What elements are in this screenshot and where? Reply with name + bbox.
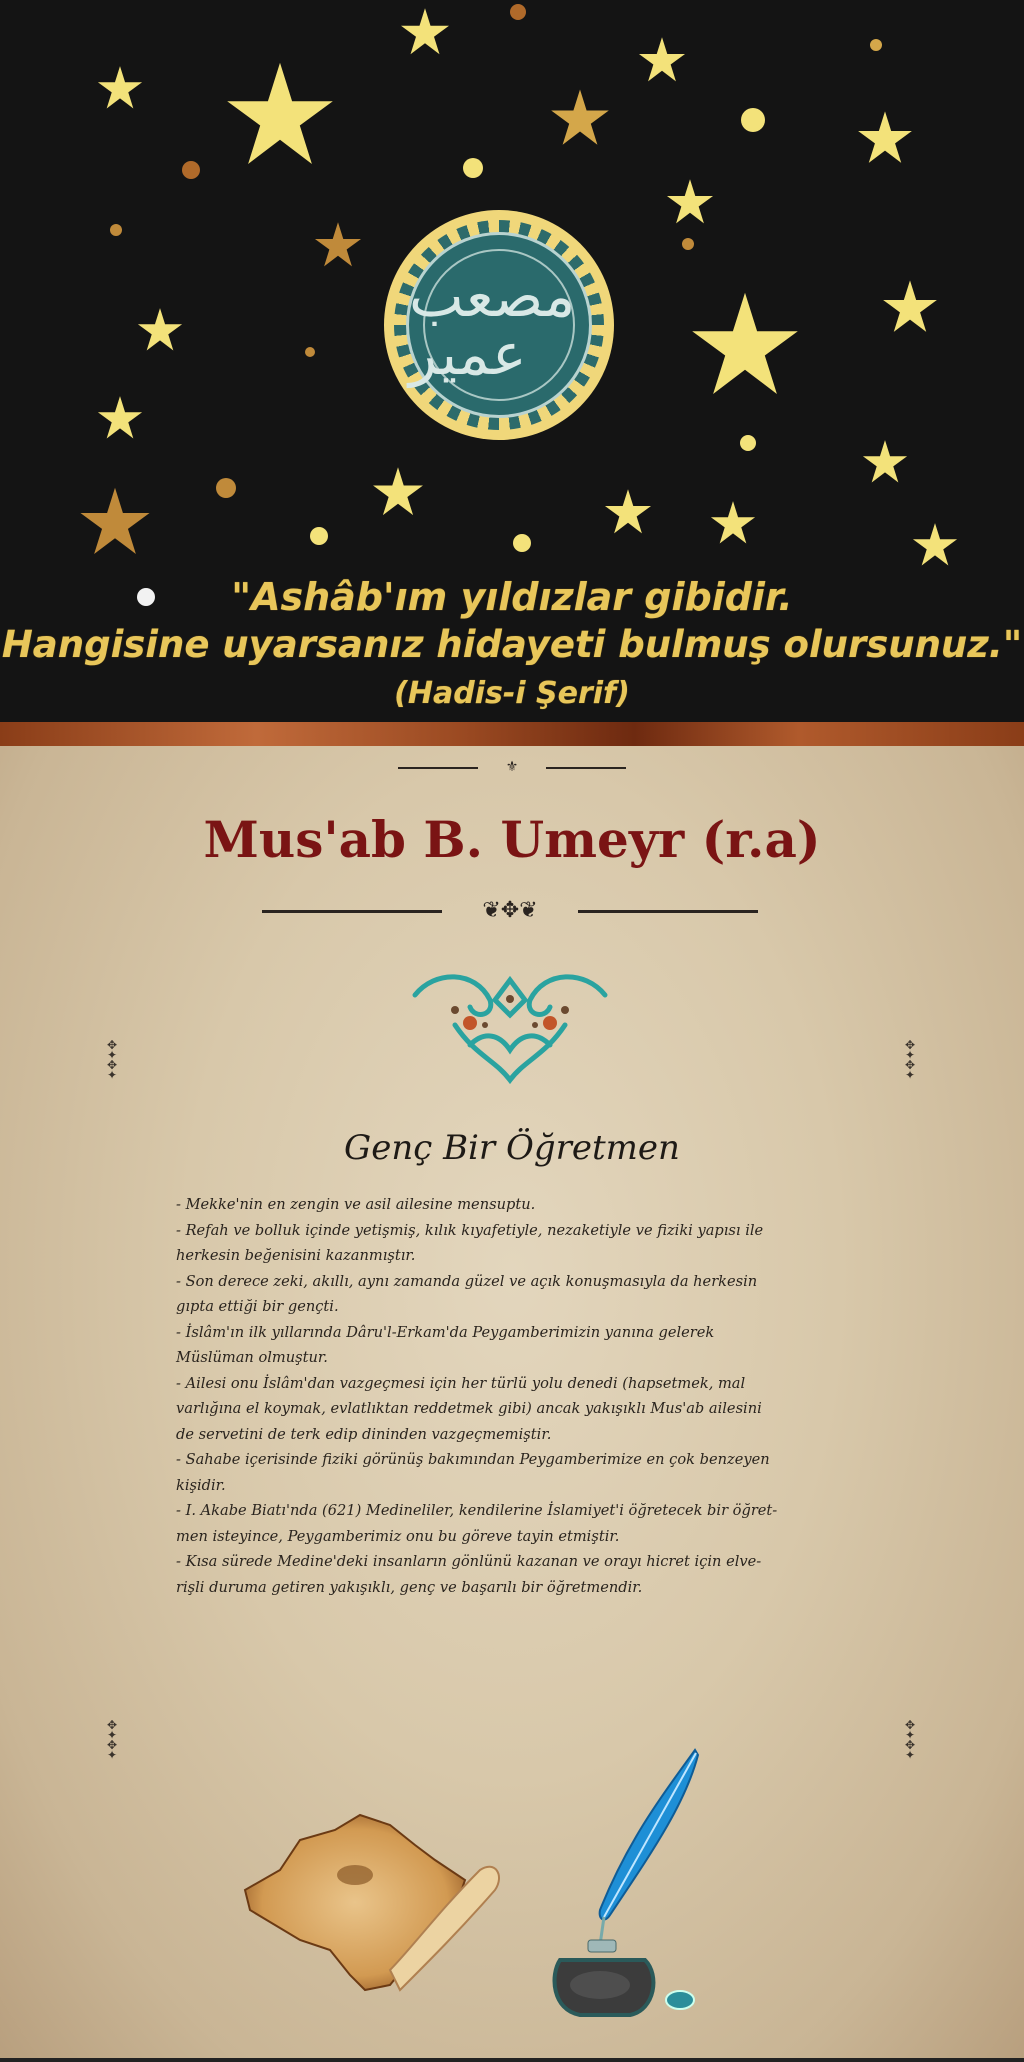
body-line: rişli duruma getiren yakışıklı, genç ve başarılı bir öğretmendir. bbox=[176, 1578, 643, 1596]
star-icon bbox=[666, 178, 714, 226]
body-line: - Mekke'nin en zengin ve asil ailesine mensuptu. bbox=[176, 1196, 536, 1213]
side-ornament-right-bottom: ✥ ✦ ✥ ✦ bbox=[904, 1718, 916, 1762]
dot-icon bbox=[510, 4, 526, 20]
body-line: varlığına el koymak, evlatlıktan reddetmek gibi) ancak yakışıklı Mus'ab ailesini bbox=[176, 1400, 762, 1417]
body-line: gıpta ettiği bir gençti. bbox=[176, 1298, 339, 1315]
body-line: kişidir. bbox=[176, 1476, 226, 1494]
star-icon bbox=[97, 395, 143, 441]
page-title: Mus'ab B. Umeyr (r.a) bbox=[203, 810, 821, 869]
star-icon bbox=[550, 88, 610, 148]
star-icon bbox=[225, 60, 335, 170]
scroll-ornament-icon: ❦✥❦ bbox=[482, 898, 538, 923]
side-ornament-left-top: ✥ ✦ ✥ ✦ bbox=[106, 1038, 118, 1082]
seal-inner bbox=[406, 232, 592, 418]
body-line: - Son derece zeki, akıllı, aynı zamanda güzel ve açık konuşmasıyla da herkesin bbox=[176, 1272, 758, 1290]
dot-icon bbox=[182, 161, 200, 179]
section-subtitle: Genç Bir Öğretmen bbox=[344, 1128, 680, 1168]
star-icon bbox=[400, 7, 450, 57]
star-icon bbox=[882, 279, 938, 335]
dot-icon bbox=[870, 39, 882, 51]
star-icon bbox=[912, 522, 958, 568]
star-icon bbox=[857, 110, 913, 166]
bottom-border bbox=[0, 2058, 1024, 2062]
dot-icon bbox=[110, 224, 122, 236]
seal-arabic-text: مصعب عمير bbox=[409, 262, 576, 388]
dot-icon bbox=[216, 478, 236, 498]
star-icon bbox=[314, 221, 362, 269]
body-line: - I. Akabe Biatı'nda (621) Medineliler, kendilerine İslamiyet'i öğretecek bir öğret- bbox=[176, 1502, 778, 1519]
starry-banner bbox=[0, 0, 1024, 722]
star-icon bbox=[690, 290, 800, 400]
dot-icon bbox=[513, 534, 531, 552]
body-line: men isteyince, Peygamberimiz onu bu göreve tayin etmiştir. bbox=[176, 1527, 620, 1545]
floral-arabesque-icon bbox=[395, 965, 625, 1085]
dot-icon bbox=[740, 435, 756, 451]
star-icon bbox=[604, 488, 652, 536]
star-icon bbox=[372, 466, 424, 518]
copper-divider-band bbox=[0, 722, 1024, 746]
star-icon bbox=[638, 36, 686, 84]
hadith-quote-line-1: "Ashâb'ım yıldızlar gibidir. bbox=[231, 575, 793, 619]
dot-icon bbox=[741, 108, 765, 132]
star-icon bbox=[97, 65, 143, 111]
body-line: - Refah ve bolluk içinde yetişmiş, kılık kıyafetiyle, nezaketiyle ve fiziki yapısı ile bbox=[176, 1221, 764, 1239]
burnt-parchment-scroll-icon bbox=[240, 1800, 520, 2000]
mid-rule-left bbox=[262, 910, 442, 913]
side-ornament-right-top: ✥ ✦ ✥ ✦ bbox=[904, 1038, 916, 1082]
body-line: - İslâm'ın ilk yıllarında Dâru'l-Erkam'da Peygamberimizin yanına gelerek bbox=[176, 1323, 715, 1341]
top-rule-right bbox=[546, 767, 626, 769]
dot-icon bbox=[463, 158, 483, 178]
blue-quill-inkwell-icon bbox=[520, 1745, 720, 2035]
star-icon bbox=[862, 439, 908, 485]
dot-icon bbox=[305, 347, 315, 357]
star-icon bbox=[710, 500, 756, 546]
dot-icon bbox=[682, 238, 694, 250]
article-body bbox=[176, 1192, 816, 1600]
star-icon bbox=[137, 307, 183, 353]
body-line: herkesin beğenisini kazanmıştır. bbox=[176, 1247, 416, 1264]
top-rule-left bbox=[398, 767, 478, 769]
mid-rule-right bbox=[578, 910, 758, 913]
body-line: - Kısa sürede Medine'deki insanların gönlünü kazanan ve orayı hicret için elve- bbox=[176, 1553, 762, 1570]
body-line: de servetini de terk edip dininden vazgeçmemiştir. bbox=[176, 1425, 552, 1443]
body-line: - Ailesi onu İslâm'dan vazgeçmesi için her türlü yolu denedi (hapsetmek, mal bbox=[176, 1374, 746, 1392]
hadith-quote-line-2: Hangisine uyarsanız hidayeti bulmuş olursunuz." bbox=[1, 623, 1023, 666]
hadith-source: (Hadis-i Şerif) bbox=[394, 676, 630, 711]
side-ornament-left-bottom: ✥ ✦ ✥ ✦ bbox=[106, 1718, 118, 1762]
top-ornament-icon: ⚜ bbox=[505, 759, 519, 775]
calligraphy-seal-icon bbox=[384, 210, 614, 440]
body-line: - Sahabe içerisinde fiziki görünüş bakımından Peygamberimize en çok benzeyen bbox=[176, 1451, 770, 1468]
dot-icon bbox=[310, 527, 328, 545]
star-icon bbox=[79, 486, 151, 558]
body-line: Müslüman olmuştur. bbox=[176, 1349, 328, 1366]
